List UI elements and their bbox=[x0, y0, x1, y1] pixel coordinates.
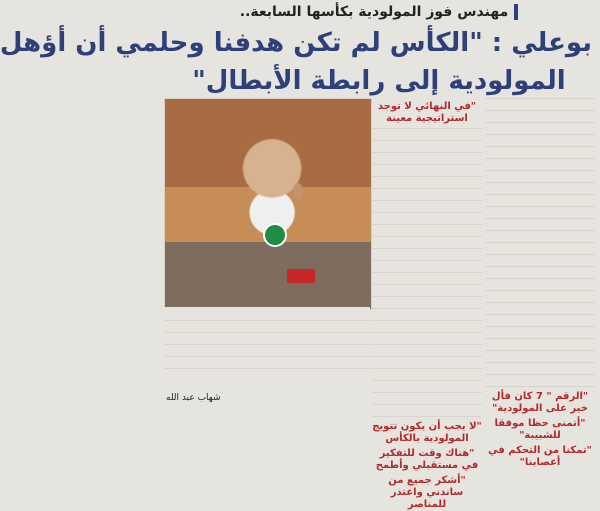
subhead-middle-2: "لا يجب أن يكون تتويج المولودية بالكأس bbox=[372, 421, 482, 444]
subhead-middle-4: "أشكر جميع من ساندني واعتذر للمناصر bbox=[388, 475, 466, 510]
article-author: شهاب عبد الله bbox=[166, 393, 221, 403]
photo-detail bbox=[293, 183, 303, 199]
article-column-middle bbox=[372, 98, 482, 510]
kicker-text: مهندس فوز المولودية بكأسها السابعة.. bbox=[239, 4, 509, 20]
article-column-right bbox=[485, 98, 595, 468]
subhead-middle-3: "هناك وقت للتفكير في مستقبلي وأطمح bbox=[375, 448, 479, 471]
article-photo bbox=[164, 98, 372, 310]
column-middle-placeholder-lines bbox=[372, 128, 482, 418]
kicker-accent bbox=[514, 4, 518, 20]
headline-line-2: المولودية إلى رابطة الأبطال" bbox=[192, 66, 566, 96]
subhead-right-2: "أتمنى حظا موفقا للشبيبة" bbox=[494, 418, 586, 441]
headline-line-1: بوعلي : "الكأس لم تكن هدفنا وحلمي أن أؤهل bbox=[0, 28, 592, 58]
article-kicker bbox=[158, 0, 600, 24]
column-bottom-placeholder-lines bbox=[164, 320, 370, 374]
column-right-placeholder-lines bbox=[485, 98, 595, 388]
article-headline bbox=[0, 24, 592, 102]
article-column-bottom bbox=[164, 320, 370, 404]
photo-badge bbox=[263, 223, 287, 247]
subhead-middle-1: "في النهائي لا توجد استراتيجية معينة bbox=[377, 101, 477, 124]
subhead-right-1: "الرقم " 7 كان فأل خير على المولودية" bbox=[491, 391, 589, 414]
subhead-right-3: "تمكنا من التحكم في أعصابنا" bbox=[488, 445, 592, 468]
photo-caption bbox=[164, 307, 370, 319]
photo-logo bbox=[287, 269, 315, 283]
